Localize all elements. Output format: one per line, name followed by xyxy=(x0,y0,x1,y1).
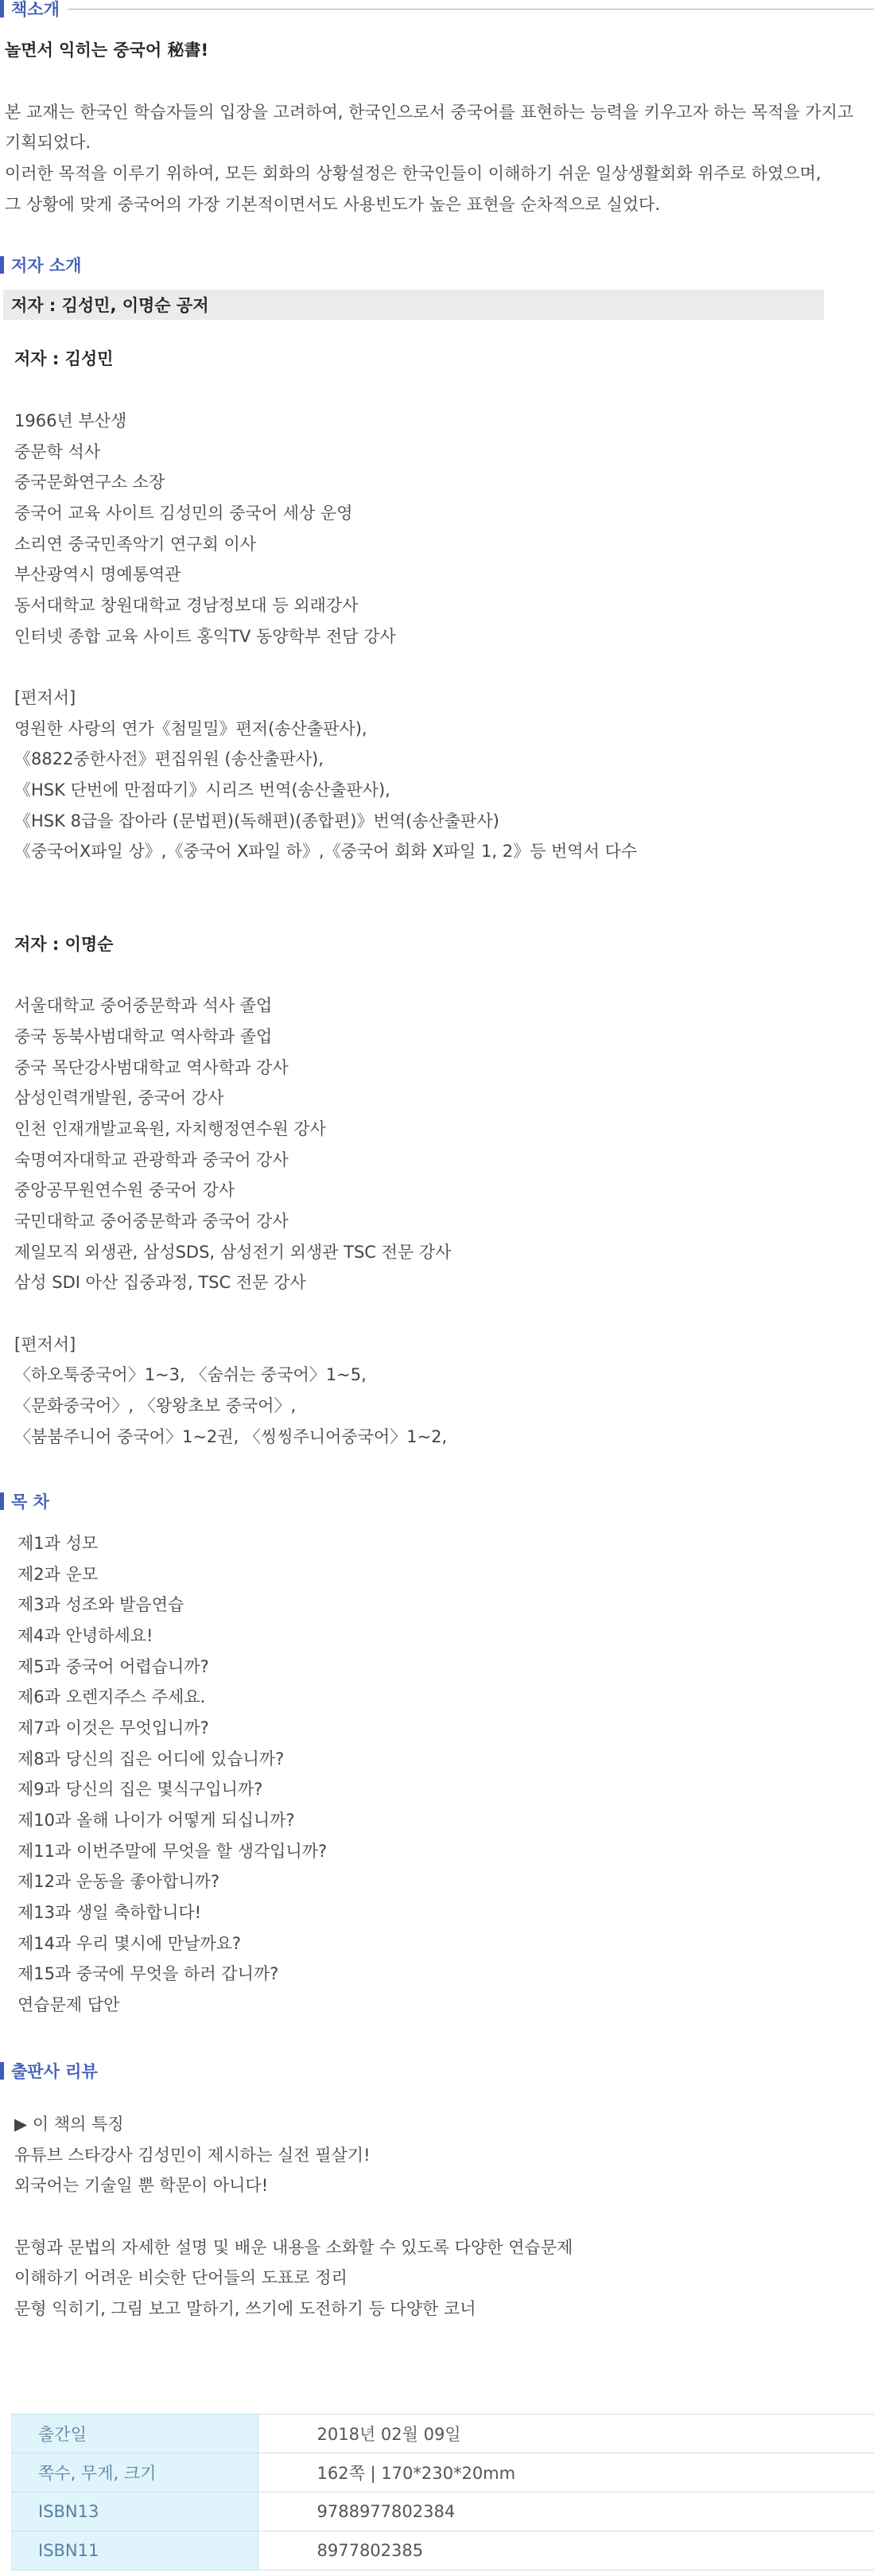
section-rule xyxy=(68,9,874,10)
authors-section-header xyxy=(0,253,81,277)
authors-heading: 저자 소개 xyxy=(11,256,82,275)
toc-item: 연습문제 답안 xyxy=(17,1995,120,2014)
info-label: ISBN13 xyxy=(11,2492,258,2531)
work-line: 《중국어X파일 상》,《중국어 X파일 하》,《중국어 회화 X파일 1, 2》등 번역서 다수 xyxy=(14,842,638,861)
career-line: 중앙공무원연수원 중국어 강사 xyxy=(14,1181,235,1200)
career-line: 부산광역시 명예통역관 xyxy=(14,565,181,584)
toc-item: 제12과 운동을 좋아합니까? xyxy=(17,1872,220,1891)
info-value: 8977802385 xyxy=(258,2531,874,2570)
review-line: 문형과 문법의 자세한 설명 및 배운 내용을 소화할 수 있도록 다양한 연습문제 xyxy=(14,2238,573,2257)
author2-name: 저자 : 이명순 xyxy=(14,935,114,954)
section-marker xyxy=(0,1492,4,1510)
table-row xyxy=(11,2531,874,2570)
info-value: 9788977802384 xyxy=(258,2492,874,2531)
career-line: 중문학 석사 xyxy=(14,442,101,461)
review-heading: 출판사 리뷰 xyxy=(11,2062,98,2081)
review-line: ▶ 이 책의 특징 xyxy=(14,2115,124,2134)
career-line: 서울대학교 중어중문학과 석사 졸업 xyxy=(14,996,273,1015)
career-line: 1966년 부산생 xyxy=(14,411,127,430)
career-line: 인터넷 종합 교육 사이트 홍익TV 동양학부 전담 강사 xyxy=(14,627,396,646)
author1-name: 저자 : 김성민 xyxy=(14,349,114,368)
toc-item: 제14과 우리 몇시에 만날까요? xyxy=(17,1934,242,1953)
work-line: 《8822중한사전》편집위원 (송산출판사), xyxy=(14,749,324,769)
intro-paragraph-line: 기획되었다. xyxy=(5,133,91,152)
work-line: 〈문화중국어〉, 〈왕왕초보 중국어〉, xyxy=(14,1396,297,1415)
career-line: 제일모직 외생관, 삼성SDS, 삼성전기 외생관 TSC 전문 강사 xyxy=(14,1243,452,1262)
work-line: 《HSK 8급을 잡아라 (문법편)(독해편)(종합편)》번역(송산출판사) xyxy=(14,811,499,831)
toc-item: 제9과 당신의 집은 몇식구입니까? xyxy=(17,1780,263,1799)
toc-item: 제13과 생일 축하합니다! xyxy=(17,1903,202,1922)
career-line: 숙명여자대학교 관광학과 중국어 강사 xyxy=(14,1150,289,1169)
career-line: 중국 동북사범대학교 역사학과 졸업 xyxy=(14,1027,273,1046)
career-line: 중국 목단강사범대학교 역사학과 강사 xyxy=(14,1058,289,1077)
intro-paragraph-line: 그 상황에 맞게 중국어의 가장 기본적이면서도 사용빈도가 높은 표현을 순차적으로 실었다. xyxy=(5,195,661,214)
work-line: 《HSK 단번에 만점따기》시리즈 번역(송산출판사), xyxy=(14,780,390,800)
table-row xyxy=(11,2453,874,2492)
intro-heading: 책소개 xyxy=(11,0,60,19)
author-summary: 저자 : 김성민, 이명순 공저 xyxy=(3,290,824,320)
toc-item: 제2과 운모 xyxy=(17,1565,99,1584)
author2-works-label: [편저서] xyxy=(14,1335,76,1354)
work-line: 〈하오툭중국어〉1~3, 〈숨쉬는 중국어〉1~5, xyxy=(14,1365,367,1384)
toc-item: 제10과 올해 나이가 어떻게 되십니까? xyxy=(17,1811,295,1830)
toc-item: 제8과 당신의 집은 어디에 있습니까? xyxy=(17,1749,285,1769)
toc-heading: 목 차 xyxy=(11,1492,49,1512)
section-marker xyxy=(0,0,4,18)
info-value: 162쪽 | 170*230*20mm xyxy=(258,2453,874,2492)
toc-item: 제4과 안녕하세요! xyxy=(17,1626,153,1645)
table-row xyxy=(11,2415,874,2453)
career-line: 소리연 중국민족악기 연구회 이사 xyxy=(14,535,257,554)
review-line: 문형 익히기, 그림 보고 말하기, 쓰기에 도전하기 등 다양한 코너 xyxy=(14,2299,476,2318)
section-marker xyxy=(0,2062,4,2080)
career-line: 삼성인력개발원, 중국어 강사 xyxy=(14,1088,224,1107)
book-info-table xyxy=(11,2414,874,2570)
career-line: 동서대학교 창원대학교 경남정보대 등 외래강사 xyxy=(14,596,359,615)
career-line: 중국문화연구소 소장 xyxy=(14,473,165,492)
work-line: 영원한 사랑의 연가《첨밀밀》편저(송산출판사), xyxy=(14,719,367,738)
toc-item: 제7과 이것은 무엇입니까? xyxy=(17,1718,209,1737)
toc-item: 제1과 성모 xyxy=(17,1534,99,1553)
review-line: 이해하기 어려운 비슷한 단어들의 도표로 정리 xyxy=(14,2268,348,2287)
toc-item: 제5과 중국어 어렵습니까? xyxy=(17,1657,209,1676)
career-line: 삼성 SDI 아산 집중과정, TSC 전문 강사 xyxy=(14,1273,306,1292)
review-section-header xyxy=(0,2059,98,2083)
toc-item: 제15과 중국에 무엇을 하러 갑니까? xyxy=(17,1964,279,1983)
review-line: 외국어는 기술일 뿐 학문이 아니다! xyxy=(14,2176,269,2195)
toc-item: 제6과 오렌지주스 주세요. xyxy=(17,1687,206,1706)
career-line: 인천 인재개발교육원, 자치행정연수원 강사 xyxy=(14,1119,326,1138)
info-value: 2018년 02월 09일 xyxy=(258,2415,874,2453)
table-row xyxy=(11,2492,874,2531)
toc-item: 제11과 이번주말에 무엇을 할 생각입니까? xyxy=(17,1842,328,1861)
author1-works-label: [편저서] xyxy=(14,688,76,707)
career-line: 국민대학교 중어중문학과 중국어 강사 xyxy=(14,1212,289,1231)
work-line: 〈붐붐주니어 중국어〉1~2권, 〈씽씽주니어중국어〉1~2, xyxy=(14,1427,448,1446)
intro-subtitle: 놀면서 익히는 중국어 秘書! xyxy=(5,41,209,60)
career-line: 중국어 교육 사이트 김성민의 중국어 세상 운영 xyxy=(14,504,353,523)
intro-section-header xyxy=(0,0,874,21)
toc-section-header xyxy=(0,1489,49,1513)
toc-item: 제3과 성조와 발음연습 xyxy=(17,1595,185,1614)
info-label: ISBN11 xyxy=(11,2531,258,2570)
review-line: 유튜브 스타강사 김성민이 제시하는 실전 필살기! xyxy=(14,2146,371,2165)
intro-paragraph-line: 이러한 목적을 이루기 위하여, 모든 회화의 상황설정은 한국인들이 이해하기 쉬운 일상생활회화 위주로 하였으며, xyxy=(5,164,822,183)
section-marker xyxy=(0,256,4,274)
intro-paragraph-line: 본 교재는 한국인 학습자들의 입장을 고려하여, 한국인으로서 중국어를 표현하는 능력을 키우고자 하는 목적을 가지고 xyxy=(5,103,854,122)
info-label: 출간일 xyxy=(11,2415,258,2453)
info-label: 쪽수, 무게, 크기 xyxy=(11,2453,258,2492)
